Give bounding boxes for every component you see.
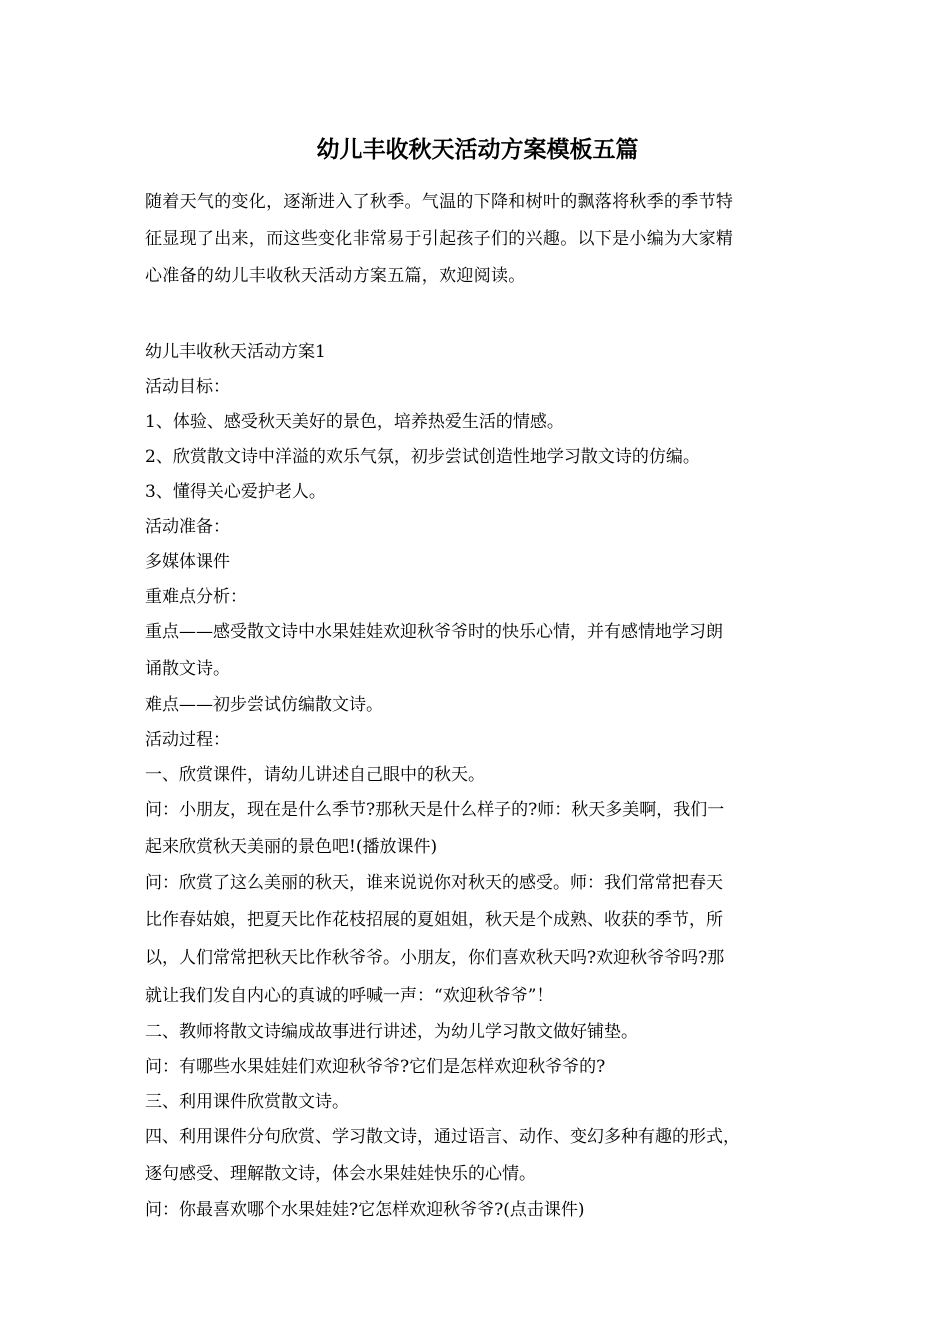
goal-item: 3、懂得关心爱护老人。 [145, 482, 326, 502]
paragraph-line: 重点——感受散文诗中水果娃娃欢迎秋爷爷时的快乐心情，并有感情地学习朗 [145, 622, 723, 642]
key-point-paragraph [145, 615, 810, 688]
document-title: 幼儿丰收秋天活动方案模板五篇 [316, 136, 639, 163]
goals-label: 活动目标： [145, 377, 230, 397]
paragraph-line: 逐句感受、理解散文诗，体会水果娃娃快乐的心情。 [145, 1164, 536, 1184]
paragraph-line: 问：小朋友，现在是什么季节?那秋天是什么样子的?师：秋天多美啊，我们一 [145, 800, 725, 820]
difficulty-line: 难点——初步尝试仿编散文诗。 [145, 695, 383, 715]
question-line: 问：有哪些水果娃娃们欢迎秋爷爷?它们是怎样欢迎秋爷爷的? [145, 1057, 606, 1077]
step-item: 一、欣赏课件，请幼儿讲述自己眼中的秋天。 [145, 765, 485, 785]
goal-item: 2、欣赏散文诗中洋溢的欢乐气氛，初步尝试创造性地学习散文诗的仿编。 [145, 447, 700, 467]
question-line: 问：你最喜欢哪个水果娃娃?它怎样欢迎秋爷爷?(点击课件) [145, 1200, 585, 1220]
section-heading: 幼儿丰收秋天活动方案1 [145, 342, 326, 362]
paragraph-line: 以，人们常常把秋天比作秋爷爷。小朋友，你们喜欢秋天吗?欢迎秋爷爷吗?那 [145, 948, 725, 968]
paragraph-line: 起来欣赏秋天美丽的景色吧!(播放课件) [145, 837, 438, 857]
paragraph-line: 就让我们发自内心的真诚的呼喊一声：“欢迎秋爷爷”！ [145, 986, 554, 1006]
paragraph-line: 诵散文诗。 [145, 659, 230, 679]
prep-label: 活动准备： [145, 517, 230, 537]
document-page [145, 128, 810, 1228]
intro-line: 征显现了出来，而这些变化非常易于引起孩子们的兴趣。以下是小编为大家精 [145, 229, 734, 249]
intro-line: 随着天气的变化，逐渐进入了秋季。气温的下降和树叶的飘落将秋季的季节特 [145, 192, 734, 212]
analysis-label: 重难点分析： [145, 587, 247, 607]
process-label: 活动过程： [145, 730, 230, 750]
step-item: 三、利用课件欣赏散文诗。 [145, 1092, 349, 1112]
question-paragraph [145, 793, 810, 866]
step-item: 二、教师将散文诗编成故事进行讲述，为幼儿学习散文做好铺垫。 [145, 1022, 638, 1042]
prep-value: 多媒体课件 [145, 552, 230, 572]
paragraph-line: 问：欣赏了这么美丽的秋天，谁来说说你对秋天的感受。师：我们常常把春天 [145, 873, 723, 893]
intro-paragraph [145, 184, 810, 295]
intro-line: 心准备的幼儿丰收秋天活动方案五篇，欢迎阅读。 [145, 266, 526, 286]
goal-item: 1、体验、感受秋天美好的景色，培养热爱生活的情感。 [145, 412, 564, 432]
question-paragraph [145, 866, 810, 1015]
step-paragraph [145, 1120, 810, 1193]
paragraph-line: 四、利用课件分句欣赏、学习散文诗，通过语言、动作、变幻多种有趣的形式， [145, 1127, 740, 1147]
paragraph-line: 比作春姑娘，把夏天比作花枝招展的夏姐姐，秋天是个成熟、收获的季节，所 [145, 910, 723, 930]
spacer [145, 295, 810, 335]
